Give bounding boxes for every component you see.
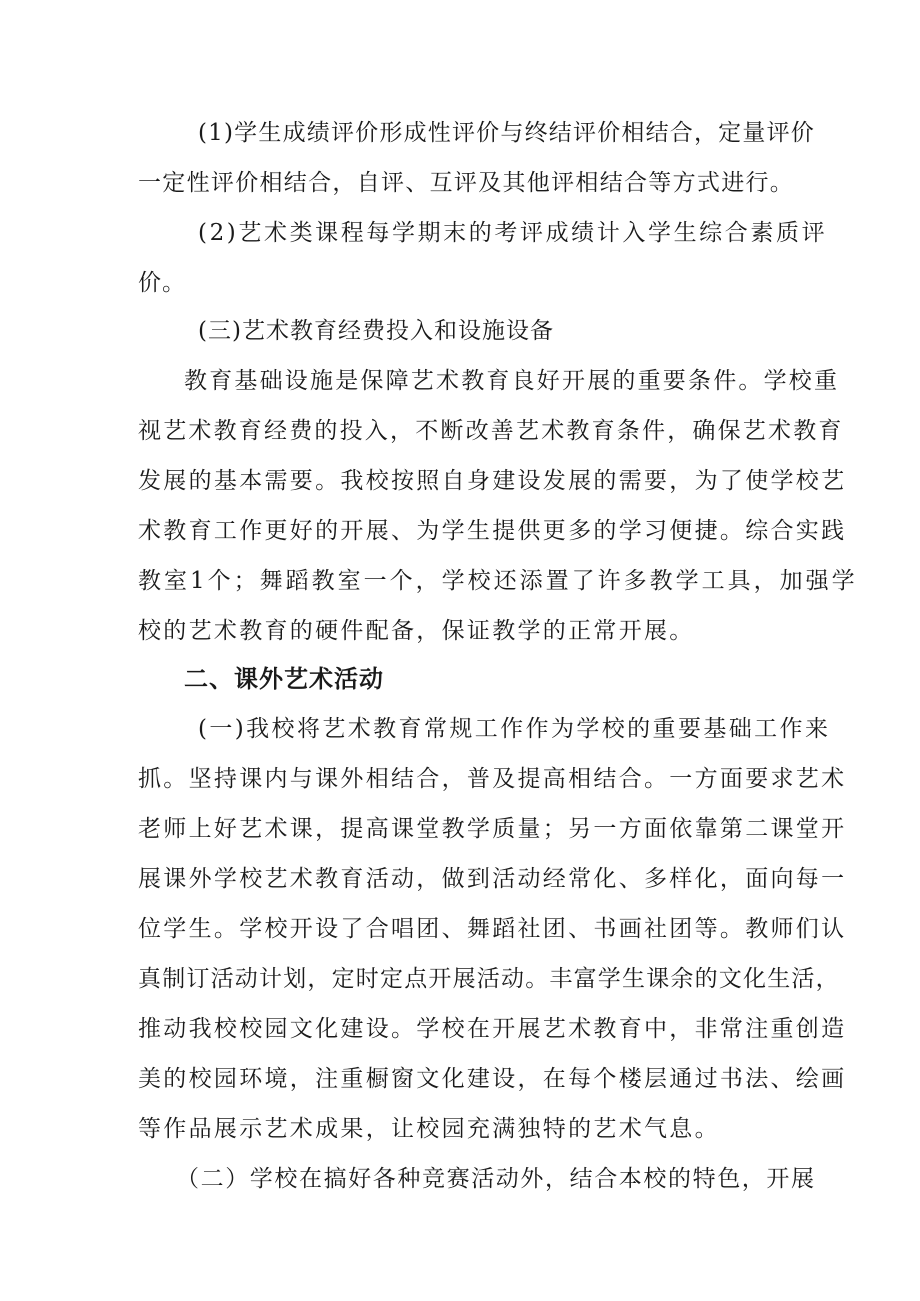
paragraph-line: 抓。坚持课内与课外相结合，普及提高相结合。一方面要求艺术 (138, 766, 847, 792)
paragraph-line: (一)我校将艺术教育常规工作作为学校的重要基础工作来 (198, 716, 831, 742)
paragraph-line: （二）学校在搞好各种竞赛活动外，结合本校的特色，开展 (176, 1166, 816, 1192)
paragraph-line: 术教育工作更好的开展、为学生提供更多的学习便捷。综合实践 (138, 518, 847, 544)
paragraph-line: 老师上好艺术课，提高课堂教学质量；另一方面依靠第二课堂开 (138, 816, 847, 842)
paragraph-line: 美的校园环境，注重橱窗文化建设，在每个楼层通过书法、绘画 (138, 1066, 847, 1092)
paragraph-line: 价。 (138, 270, 186, 296)
paragraph-line: 教育基础设施是保障艺术教育良好开展的重要条件。学校重 (184, 368, 840, 394)
paragraph-line: (1)学生成绩评价形成性评价与终结评价相结合，定量评价 (198, 120, 815, 146)
paragraph-line: 位学生。学校开设了合唱团、舞蹈社团、书画社团等。教师们认 (138, 916, 847, 942)
paragraph-line: 真制订活动计划，定时定点开展活动。丰富学生课余的文化生活， (138, 966, 840, 992)
paragraph-line: 教室1个；舞蹈教室一个，学校还添置了许多教学工具，加强学 (138, 568, 858, 594)
section-subheading: (三)艺术教育经费投入和设施设备 (198, 318, 554, 344)
section-heading: 二、课外艺术活动 (184, 665, 384, 693)
paragraph-line: (2)艺术类课程每学期末的考评成绩计入学生综合素质评 (198, 220, 828, 246)
paragraph-line: 等作品展示艺术成果，让校园充满独特的艺术气息。 (138, 1116, 720, 1142)
paragraph-line: 推动我校校园文化建设。学校在开展艺术教育中，非常注重创造 (138, 1016, 847, 1042)
paragraph-line: 展课外学校艺术教育活动，做到活动经常化、多样化，面向每一 (138, 866, 847, 892)
paragraph-line: 发展的基本需要。我校按照自身建设发展的需要，为了使学校艺 (138, 468, 847, 494)
paragraph-line: 一定性评价相结合，自评、互评及其他评相结合等方式进行。 (138, 170, 795, 196)
paragraph-line: 视艺术教育经费的投入，不断改善艺术教育条件，确保艺术教育 (138, 418, 844, 444)
paragraph-line: 校的艺术教育的硬件配备，保证教学的正常开展。 (138, 618, 695, 644)
